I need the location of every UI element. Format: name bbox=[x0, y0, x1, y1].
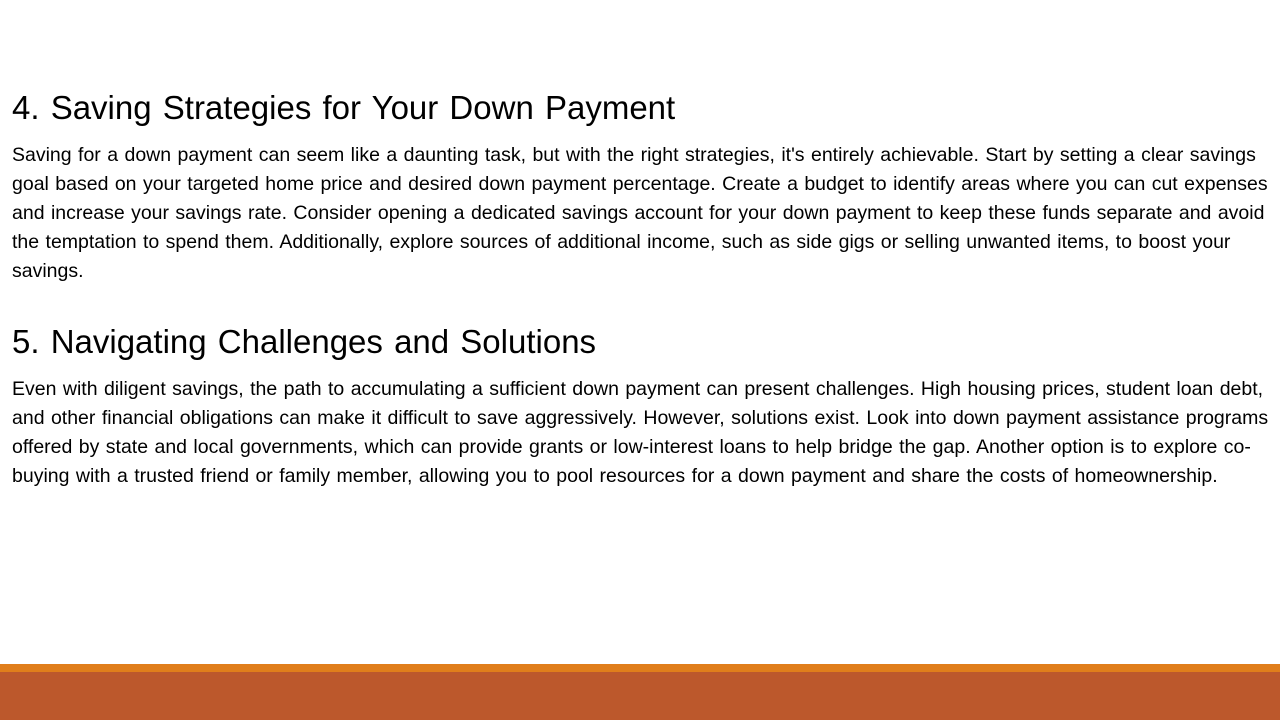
footer-accent-line bbox=[0, 664, 1280, 672]
section-body: Even with diligent savings, the path to accumulating a sufficient down payment can present challenges. High housing prices, student loan debt, and other financial obligations can make it difficult to save aggressively. However, solutions exist. Look into down payment assistance programs offered by state and local governments, which can provide grants or low-interest loans to help bridge the gap. Another option is to explore co-buying with a trusted friend or family member, allowing you to pool resources for a down payment and share the costs of homeownership. bbox=[12, 378, 1269, 487]
section-navigating-challenges bbox=[12, 320, 1274, 491]
section-heading: 4. Saving Strategies for Your Down Payment bbox=[12, 89, 676, 126]
section-body: Saving for a down payment can seem like a daunting task, but with the right strategies, it's entirely achievable. Start by setting a clear savings goal based on your targeted home price and desired down payment percentage. Create a budget to identify areas where you can cut expenses and increase your savings rate. Consider opening a dedicated savings account for your down payment to keep these funds separate and avoid the temptation to spend them. Additionally, explore sources of additional income, such as side gigs or selling unwanted items, to boost your savings. bbox=[12, 144, 1268, 282]
section-saving-strategies bbox=[12, 86, 1274, 286]
section-heading: 5. Navigating Challenges and Solutions bbox=[12, 323, 597, 360]
footer-bar bbox=[0, 672, 1280, 720]
slide-content bbox=[12, 86, 1274, 491]
